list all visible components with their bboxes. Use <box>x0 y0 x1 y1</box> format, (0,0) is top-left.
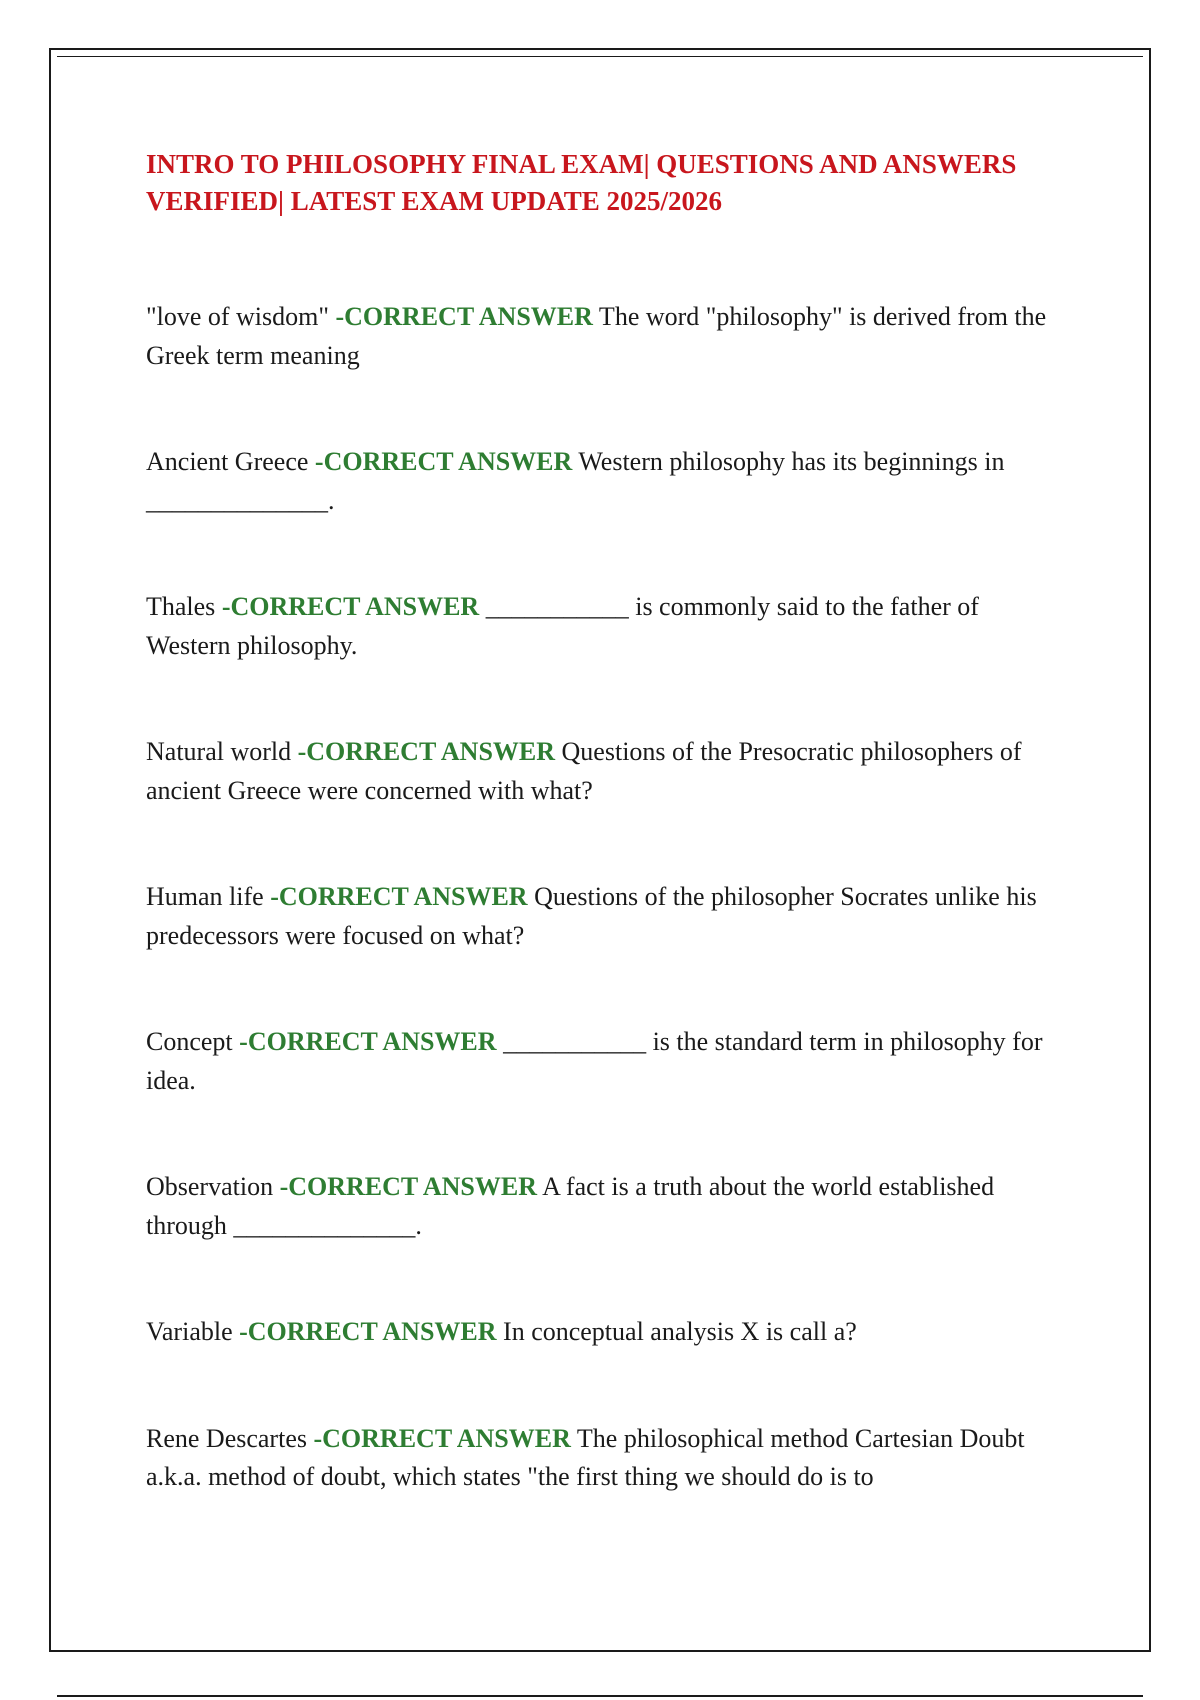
qa-item <box>146 443 1066 520</box>
qa-answer: Thales <box>146 592 222 621</box>
qa-question: Western philosophy has its beginnings in ______________. <box>146 447 1005 515</box>
qa-question: In conceptual analysis X is call a? <box>496 1317 857 1346</box>
document-content <box>146 146 1066 1565</box>
qa-item <box>146 878 1066 955</box>
qa-answer: Ancient Greece <box>146 447 315 476</box>
correct-answer-tag: -CORRECT ANSWER <box>239 1317 497 1346</box>
qa-question: Questions of the Presocratic philosophers of ancient Greece were concerned with what? <box>146 737 1022 805</box>
frame-top-rule <box>57 56 1143 57</box>
qa-answer: Natural world <box>146 737 298 766</box>
correct-answer-tag: -CORRECT ANSWER <box>239 1027 497 1056</box>
qa-item <box>146 1313 1066 1352</box>
qa-question: The word "philosophy" is derived from the Greek term meaning <box>146 302 1047 370</box>
correct-answer-tag: -CORRECT ANSWER <box>335 302 593 331</box>
qa-question: A fact is a truth about the world established through ______________. <box>146 1172 995 1240</box>
qa-answer: "love of wisdom" <box>146 302 336 331</box>
correct-answer-tag: -CORRECT ANSWER <box>221 592 480 621</box>
qa-item <box>146 1023 1066 1100</box>
qa-answer: Variable <box>146 1317 240 1346</box>
correct-answer-tag: -CORRECT ANSWER <box>297 737 556 766</box>
qa-question: ___________ is the standard term in philosophy for idea. <box>146 1027 1043 1095</box>
qa-item <box>146 588 1066 665</box>
qa-answer: Concept <box>146 1027 240 1056</box>
qa-item <box>146 733 1066 810</box>
qa-answer: Human life <box>146 882 271 911</box>
qa-question: The philosophical method Cartesian Doubt a.k.a. method of doubt, which states "the first thing we should do is to <box>146 1423 1025 1491</box>
qa-item <box>146 1420 1066 1497</box>
qa-question: ___________ is commonly said to the father of Western philosophy. <box>146 592 979 660</box>
qa-item <box>146 298 1066 375</box>
correct-answer-tag: -CORRECT ANSWER <box>279 1172 537 1201</box>
qa-question: Questions of the philosopher Socrates unlike his predecessors were focused on what? <box>146 882 1037 950</box>
next-page-top-rule <box>57 1695 1143 1697</box>
qa-answer: Rene Descartes <box>146 1423 314 1453</box>
document-title: INTRO TO PHILOSOPHY FINAL EXAM| QUESTIONS AND ANSWERS VERIFIED| LATEST EXAM UPDATE 2025/2026 <box>146 149 1017 216</box>
correct-answer-tag: -CORRECT ANSWER <box>270 882 528 911</box>
correct-answer-tag: -CORRECT ANSWER <box>313 1423 571 1453</box>
qa-item <box>146 1168 1066 1245</box>
correct-answer-tag: -CORRECT ANSWER <box>314 447 573 476</box>
qa-answer: Observation <box>146 1172 280 1201</box>
